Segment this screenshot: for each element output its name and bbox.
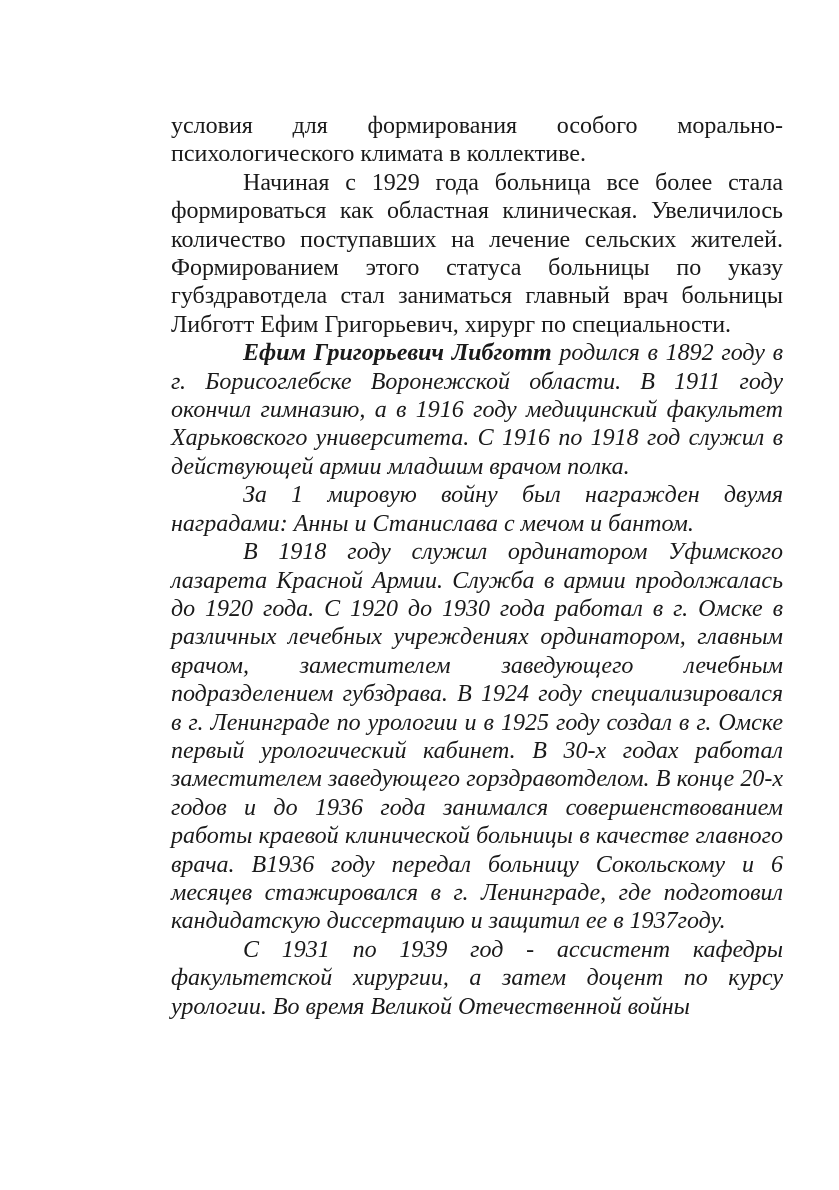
body-text — [171, 112, 783, 1021]
paragraph-3 — [171, 339, 783, 481]
person-name: Ефим Григорьевич Либготт — [243, 340, 552, 367]
paragraph-5-text: В 1918 году служил ординатором Уфимского лазарета Красной Армии. Служба в армии продолжалась до 1920 года. С 1920 до 1930 года работал в г. Омске в различных лечебных учреждениях ординатором, главным врачом, заместителем заведующего лечебным подразделением губздрава. В 1924 году специализировался в г. Ленинграде по урологии и в 1925 году создал в г. Омске первый урологический кабинет. В 30-х годах работал заместителем заведующего горздравотделом. В конце 20-х годов и до 1936 года занимался совершенствованием работы краевой клинической больницы в качестве главного врача. В1936 году передал больницу Сокольскому и 6 месяцев стажировался в г. Ленинграде, где подготовил кандидатскую диссертацию и защитил ее в 1937году. — [171, 539, 783, 935]
paragraph-2 — [171, 169, 783, 339]
paragraph-1 — [171, 112, 783, 169]
paragraph-6-text: С 1931 по 1939 год - ассистент кафедры факультетской хирургии, а затем доцент по курсу урологии. Во время Великой Отечественной войны — [171, 936, 783, 1020]
paragraph-6 — [171, 936, 783, 1021]
paragraph-5 — [171, 538, 783, 936]
paragraph-4-text: За 1 мировую войну был награжден двумя наградами: Анны и Станислава с мечом и бантом. — [171, 482, 783, 537]
paragraph-3-text: родился в 1892 году в г. Борисоглебске Воронежской области. В 1911 году окончил гимназию, а в 1916 году медицинский факультет Харьковского университета. С 1916 по 1918 год служил в действующей армии младшим врачом полка. — [171, 340, 783, 480]
paragraph-1-text: условия для формирования особого морально-психологического климата в коллективе. — [171, 113, 783, 168]
paragraph-2-text: Начиная с 1929 года больница все более стала формироваться как областная клиническая. Увеличилось количество поступавших на лечение сельских жителей. Формированием этого статуса больницы по указу губздравотдела стал заниматься главный врач больницы Либготт Ефим Григорьевич, хирург по специальности. — [171, 169, 783, 338]
paragraph-4 — [171, 481, 783, 538]
